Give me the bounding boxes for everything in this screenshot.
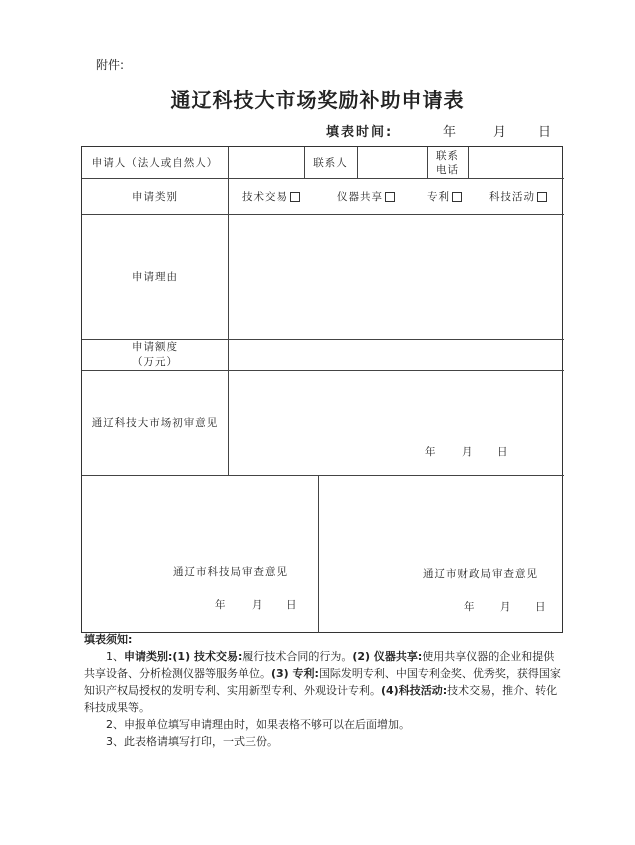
phone-label-line1: 联系 xyxy=(436,149,459,162)
sci-tech-bureau-month: 月 xyxy=(252,599,263,611)
term-text: 履行技术合同的行为。 xyxy=(242,650,353,663)
sci-tech-bureau-review-field[interactable] xyxy=(82,476,318,633)
term-text: 国际发明专利、中国专利金奖、优秀奖，获得国家知识产权局授权的发明专利、实用新型专利、外观设计专利。 xyxy=(84,667,561,697)
term-text: 使用共享仪器的企业和提供共享设备、分析检测仪器等服务单位。 xyxy=(84,650,555,680)
checkbox-icon[interactable] xyxy=(385,192,395,202)
reason-field[interactable] xyxy=(229,215,564,339)
checkbox-icon[interactable] xyxy=(537,192,547,202)
market-review-label: 通辽科技大市场初审意见 xyxy=(91,417,219,429)
instruction-heading: 申请类别: xyxy=(124,650,173,663)
category-option-label: 科技活动 xyxy=(489,190,535,203)
instruction-item-2: 2、申报单位填写申请理由时，如果表格不够可以在后面增加。 xyxy=(106,718,410,731)
phone-label xyxy=(427,147,468,178)
fill-date-label: 填表时间: xyxy=(326,125,394,140)
instructions-title: 填表须知: xyxy=(84,633,133,646)
contact-field[interactable] xyxy=(358,147,427,178)
category-option-label: 技术交易 xyxy=(242,190,288,203)
category-option-instrument-share[interactable] xyxy=(337,179,407,214)
term-text: 技术交易，推介、转化科技成果等。 xyxy=(84,684,558,714)
market-review-day: 日 xyxy=(497,446,508,458)
market-review-field[interactable] xyxy=(229,371,564,475)
amount-field[interactable] xyxy=(229,340,564,370)
finance-bureau-year: 年 xyxy=(464,601,475,613)
instruction-item-1 xyxy=(84,648,564,716)
finance-bureau-review-label: 通辽市财政局审查意见 xyxy=(423,568,538,580)
category-option-patent[interactable] xyxy=(427,179,467,214)
page-title: 通辽科技大市场奖励补助申请表 xyxy=(170,88,465,112)
term-label: (4)科技活动: xyxy=(381,684,448,697)
category-label: 申请类别 xyxy=(132,190,178,203)
term-label: (3) 专利: xyxy=(271,667,319,680)
attachment-label: 附件: xyxy=(96,58,125,72)
fill-date-day: 日 xyxy=(538,125,552,140)
instruction-item-3: 3、此表格请填写打印，一式三份。 xyxy=(106,735,278,748)
sci-tech-bureau-year: 年 xyxy=(215,599,226,611)
phone-field[interactable] xyxy=(469,147,564,178)
category-option-tech-trade[interactable] xyxy=(242,179,312,214)
instruction-number: 1、 xyxy=(106,650,124,663)
fill-date-year: 年 xyxy=(443,125,457,140)
term-label: (2) 仪器共享: xyxy=(352,650,423,663)
market-review-year: 年 xyxy=(425,446,436,458)
applicant-label: 申请人（法人或自然人） xyxy=(91,156,219,169)
amount-label-line2: （万元） xyxy=(132,356,178,368)
market-review-month: 月 xyxy=(462,446,473,458)
application-form-table xyxy=(81,146,563,633)
finance-bureau-month: 月 xyxy=(500,601,511,613)
finance-bureau-review-field[interactable] xyxy=(319,476,564,633)
checkbox-icon[interactable] xyxy=(452,192,462,202)
sci-tech-bureau-day: 日 xyxy=(286,599,297,611)
category-option-label: 仪器共享 xyxy=(337,190,383,203)
finance-bureau-day: 日 xyxy=(535,601,546,613)
category-option-label: 专利 xyxy=(427,190,450,203)
reason-label: 申请理由 xyxy=(132,271,178,283)
term-label: (1) 技术交易: xyxy=(172,650,243,663)
fill-date-month: 月 xyxy=(493,125,507,140)
fill-instructions xyxy=(84,631,564,750)
checkbox-icon[interactable] xyxy=(290,192,300,202)
sci-tech-bureau-review-label: 通辽市科技局审查意见 xyxy=(173,566,288,578)
amount-label-line1: 申请额度 xyxy=(132,341,178,353)
applicant-field[interactable] xyxy=(229,147,304,178)
amount-label xyxy=(82,340,228,370)
phone-label-line2: 电话 xyxy=(436,163,459,176)
category-option-tech-activity[interactable] xyxy=(489,179,564,214)
contact-label: 联系人 xyxy=(313,156,348,169)
